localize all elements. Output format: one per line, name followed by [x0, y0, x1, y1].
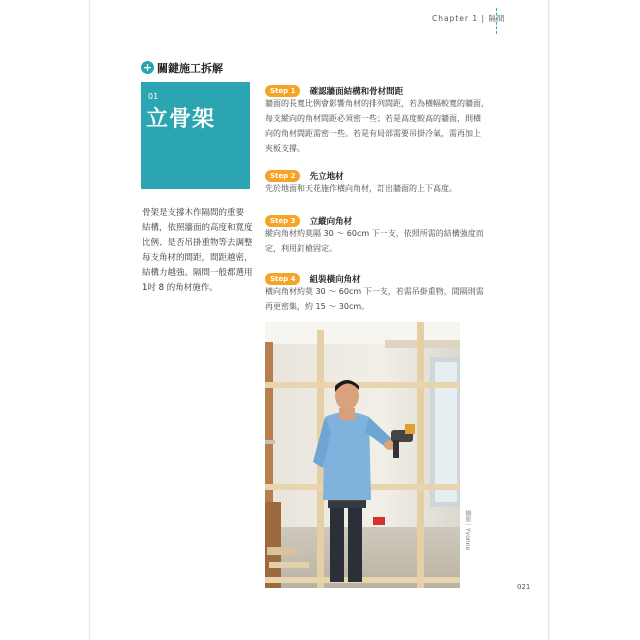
topic-number: 01 [148, 92, 159, 101]
intro-line: 1吋 8 的角材施作。 [142, 283, 218, 293]
step-line: 先於地面和天花施作橫向角材，訂出牆面的上下高度。 [265, 184, 457, 193]
step-title: 先立地材 [309, 171, 344, 182]
page-number: 021 [517, 583, 531, 591]
step-line: 向的角材間距需密一些。若是有局部需要吊掛冷氣，需再加上 [265, 129, 481, 138]
step-line: 每支縱向的角材間距必須密一些；若是高度較高的牆面，則橫 [265, 114, 481, 123]
step-1 [265, 80, 489, 156]
intro-line: 比例、是否吊掛重物等去調整 [142, 238, 253, 248]
step-label: Step 3 [265, 215, 300, 227]
section-heading: 關鍵施工拆解 [157, 62, 223, 75]
step-title: 立縱向角材 [309, 216, 353, 227]
construction-photo [265, 322, 460, 588]
step-body [265, 226, 484, 256]
topic-title: 立骨架 [146, 107, 216, 132]
plus-icon: + [142, 61, 153, 74]
step-line: 縱向角材約莫隔 30 ～ 60cm 下一支，依照所需的結構強度而 [265, 229, 484, 238]
step-3 [265, 210, 484, 256]
intro-line: 結構，依照牆面的高度和寬度 [142, 223, 253, 233]
step-body [265, 284, 484, 314]
intro-paragraph [142, 206, 254, 296]
step-body [265, 181, 457, 196]
step-line: 夾板支撐。 [265, 144, 305, 153]
chapter-marker [496, 8, 498, 34]
step-title: 組裝橫向角材 [309, 274, 361, 285]
intro-line: 骨架是支撐木作隔間的重要 [142, 208, 245, 218]
intro-line: 結構力越強。隔間一般都選用 [142, 268, 253, 278]
step-label: Step 2 [265, 170, 300, 182]
page-edge-right [548, 0, 549, 640]
step-2 [265, 165, 457, 196]
step-line: 橫向角材約莫 30 ～ 60cm 下一支，若需吊掛重物，間隔則需 [265, 287, 484, 296]
photo-credit: 攝影｜Yvonne [464, 510, 471, 551]
step-line: 牆面的長寬比例會影響角材的排列間距，若為橫幅較寬的牆面， [265, 99, 489, 108]
step-4 [265, 268, 484, 314]
step-label: Step 1 [265, 85, 300, 97]
step-body [265, 96, 489, 156]
intro-line: 每支角材的間距，間距越密， [142, 253, 253, 263]
page-edge-left [89, 0, 90, 640]
step-label: Step 4 [265, 273, 300, 285]
step-line: 定，利用釘槍固定。 [265, 244, 337, 253]
step-title: 確認牆面結構和骨材間距 [309, 86, 404, 97]
step-line: 再更密集，約 15 ～ 30cm。 [265, 302, 370, 311]
chapter-header: Chapter 1 | 隔間 [432, 14, 506, 23]
